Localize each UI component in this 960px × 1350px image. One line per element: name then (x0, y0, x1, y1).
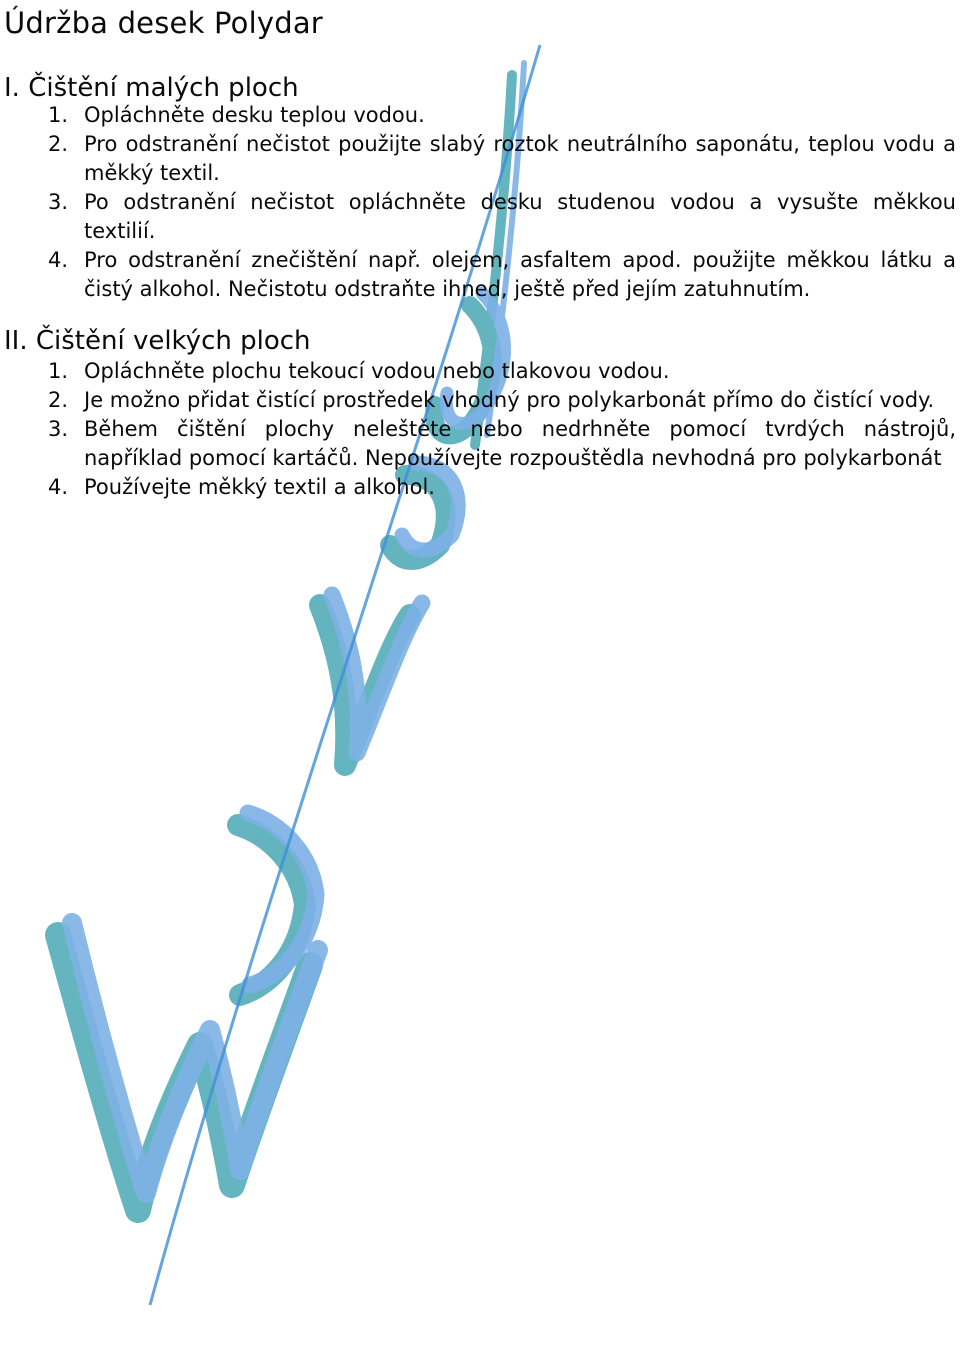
instruction-list (4, 101, 956, 304)
list-item (4, 473, 956, 502)
item-number: 3. (48, 417, 69, 441)
section-large-areas (4, 325, 956, 502)
item-number: 4. (48, 248, 69, 272)
list-item (4, 386, 956, 415)
page-title: Údržba desek Polydar (4, 6, 323, 40)
item-text: Během čištění plochy neleštěte nebo nedrhněte pomocí tvrdých nástrojů, například pomocí kartáčů. Nepoužívejte rozpouštědla nevhodná pro polykarbonát (84, 417, 956, 470)
item-text: Je možno přidat čistící prostředek vhodný pro polykarbonát přímo do čistící vody. (84, 388, 935, 412)
section-small-areas (4, 72, 956, 304)
document (0, 5, 960, 502)
list-item (4, 357, 956, 386)
item-text: Opláchněte plochu tekoucí vodou nebo tlakovou vodou. (84, 359, 670, 383)
section-heading: II. Čištění velkých ploch (4, 326, 311, 356)
section-heading: I. Čištění malých ploch (4, 73, 299, 103)
item-text: Po odstranění nečistot opláchněte desku studenou vodou a vysušte měkkou textilií. (84, 190, 956, 243)
list-item (4, 101, 956, 130)
item-number: 1. (48, 103, 69, 127)
list-item (4, 415, 956, 473)
item-number: 1. (48, 359, 69, 383)
item-number: 2. (48, 388, 69, 412)
item-number: 3. (48, 190, 69, 214)
item-number: 2. (48, 132, 69, 156)
list-item (4, 246, 956, 304)
instruction-list (4, 357, 956, 502)
item-text: Pro odstranění znečištění např. olejem, asfaltem apod. použijte měkkou látku a čistý alkohol. Nečistotu odstraňte ihned, ještě před jejím zatuhnutím. (84, 248, 956, 301)
item-number: 4. (48, 475, 69, 499)
item-text: Pro odstranění nečistot použijte slabý roztok neutrálního saponátu, teplou vodu a měkký textil. (84, 132, 956, 185)
item-text: Používejte měkký textil a alkohol. (84, 475, 435, 499)
item-text: Opláchněte desku teplou vodou. (84, 103, 425, 127)
list-item (4, 188, 956, 246)
list-item (4, 130, 956, 188)
